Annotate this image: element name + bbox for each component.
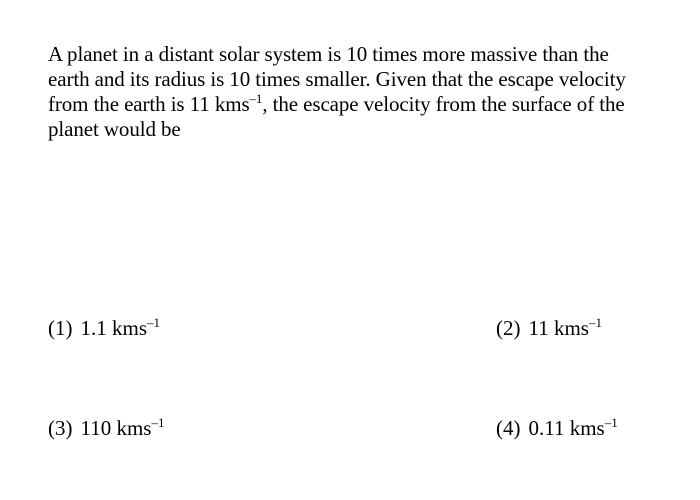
option-3-number: (3) — [48, 416, 73, 440]
option-3-superscript: –1 — [151, 415, 165, 430]
option-2-superscript: –1 — [588, 315, 602, 330]
option-4-number: (4) — [496, 416, 521, 440]
option-4-value: 0.11 kms — [528, 416, 605, 440]
option-1-value: 1.1 kms — [80, 316, 148, 340]
question-part-2: , the escape velocity from the surface of the planet would be — [48, 92, 625, 141]
question-superscript: –1 — [249, 91, 263, 106]
option-1-number: (1) — [48, 316, 73, 340]
option-2[interactable] — [496, 316, 602, 341]
option-4-superscript: –1 — [604, 415, 618, 430]
option-2-number: (2) — [496, 316, 521, 340]
question-part-1: A planet in a distant solar system is 10 times more massive than the earth and its radius is 10 times smaller. Given that the escape velocity from the earth is 11 kms — [48, 42, 626, 116]
question-text — [48, 42, 648, 142]
option-1[interactable] — [48, 316, 160, 341]
option-3-value: 110 kms — [80, 416, 152, 440]
option-2-value: 11 kms — [528, 316, 589, 340]
option-4[interactable] — [496, 416, 618, 441]
option-1-superscript: –1 — [147, 315, 161, 330]
option-3[interactable] — [48, 416, 164, 441]
